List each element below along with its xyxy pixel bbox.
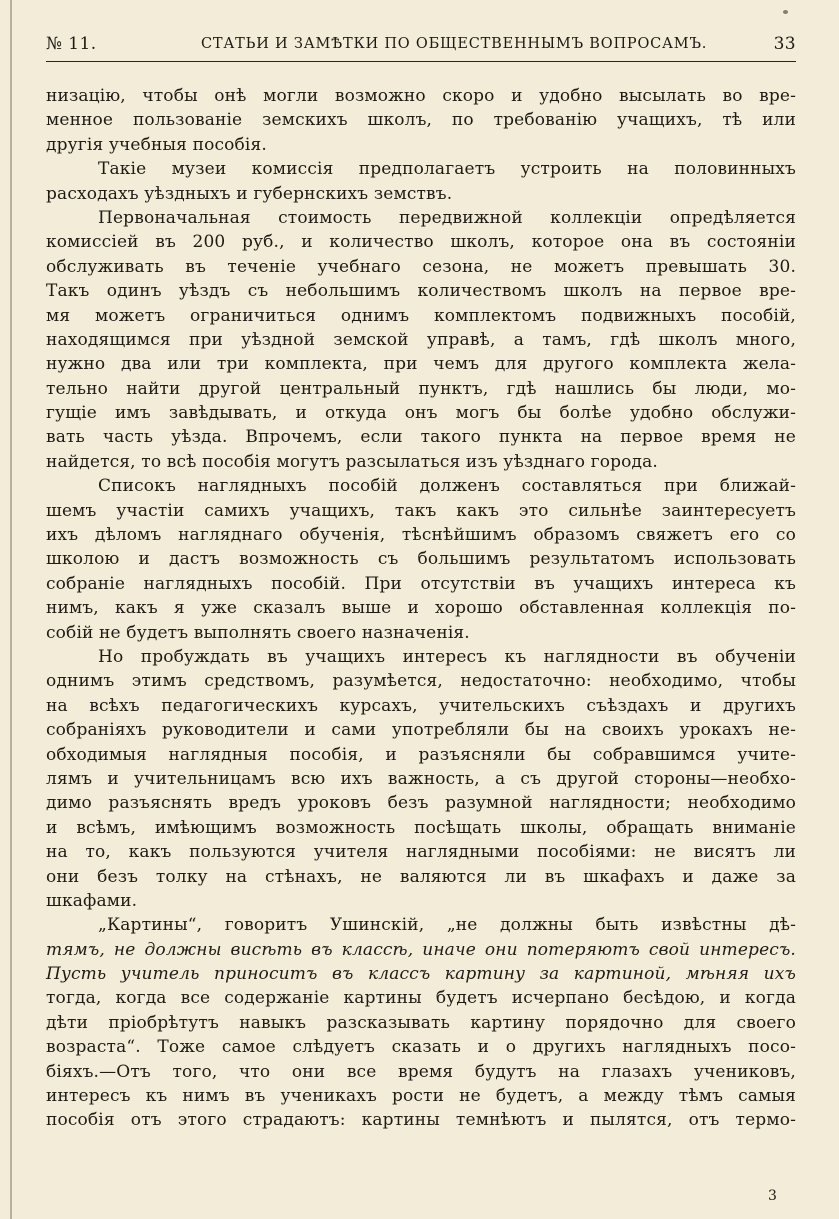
text-line: другія учебныя пособія. <box>46 134 267 155</box>
signature-mark: 3 <box>768 1188 777 1204</box>
text-line: Списокъ наглядныхъ пособій долженъ составляться при ближай- <box>98 476 796 497</box>
text-line: гущіе имъ завѣдывать, и откуда онъ могъ бы болѣе удобно обслужи- <box>46 403 796 424</box>
text-line: Такъ одинъ уѣздъ съ небольшимъ количествомъ школъ на первое вре- <box>46 281 796 302</box>
text-line: димо разъяснять вредъ уроковъ безъ разумной наглядности; необходимо <box>46 793 796 814</box>
text-line: тельно найти другой центральный пунктъ, гдѣ нашлись бы люди, мо- <box>46 378 796 399</box>
text-line: менное пользованіе земскихъ школъ, по требованію учащихъ, тѣ или <box>46 110 796 131</box>
text-line: собраніяхъ руководители и сами употребляли бы на своихъ урокахъ не- <box>46 720 796 741</box>
text-line: комиссіей въ 200 руб., и количество школъ, которое она въ состояніи <box>46 232 796 253</box>
text-line: собій не будетъ выполнять своего назначенія. <box>46 622 470 643</box>
issue-number: № 11. <box>46 34 97 54</box>
text-line: обходимыя наглядныя пособія, и разъясняли бы собравшимся учите- <box>46 744 796 765</box>
text-line: находящимся при уѣздной земской управѣ, а тамъ, гдѣ школъ много, <box>46 329 796 350</box>
text-line: шкафами. <box>46 890 138 911</box>
text-line: нимъ, какъ я уже сказалъ выше и хорошо обставленная коллекція по- <box>46 598 796 619</box>
text-line: расходахъ уѣздныхъ и губернскихъ земствъ. <box>46 183 453 204</box>
text-line: на всѣхъ педагогическихъ курсахъ, учительскихъ съѣздахъ и другихъ <box>46 695 796 716</box>
section-title: СТАТЬИ И ЗАМѢТКИ ПО ОБЩЕСТВЕННЫМЪ ВОПРОСАМЪ. <box>201 36 708 52</box>
text-line: тямъ, не должны висѣть въ классѣ, иначе они потеряютъ свой интересъ. <box>46 939 796 960</box>
running-header <box>46 30 796 58</box>
text-line: біяхъ.—Отъ того, что они все время будутъ на глазахъ учениковъ, <box>46 1061 796 1082</box>
text-line: дѣти пріобрѣтутъ навыкъ разсказывать картину порядочно для своего <box>46 1012 796 1033</box>
text-line: нужно два или три комплекта, при чемъ для другого комплекта жела- <box>46 354 796 375</box>
text-line: тогда, когда все содержаніе картины будетъ исчерпано бесѣдою, и когда <box>46 988 796 1009</box>
text-line: лямъ и учительницамъ всю ихъ важность, а съ другой стороны—необхо- <box>46 768 796 789</box>
page-edge-line <box>10 0 12 1219</box>
text-line: собраніе наглядныхъ пособій. При отсутствіи въ учащихъ интереса къ <box>46 573 796 594</box>
text-line: возраста“. Тоже самое слѣдуетъ сказать и о другихъ наглядныхъ посо- <box>46 1037 796 1058</box>
text-line: и всѣмъ, имѣющимъ возможность посѣщать школы, обращать вниманіе <box>46 817 796 838</box>
ink-spot <box>783 10 788 14</box>
text-line: шемъ участіи самихъ учащихъ, такъ какъ это сильнѣе заинтересуетъ <box>46 500 796 521</box>
text-line: однимъ этимъ средствомъ, разумѣется, недостаточно: необходимо, чтобы <box>46 671 796 692</box>
text-line: интересъ къ нимъ въ ученикахъ рости не будетъ, а между тѣмъ самыя <box>46 1086 796 1107</box>
page-number: 33 <box>773 34 796 54</box>
text-line: мя можетъ ограничиться однимъ комплектомъ подвижныхъ пособій, <box>46 305 796 326</box>
text-line: „Картины“, говоритъ Ушинскій, „не должны быть извѣстны дѣ- <box>98 915 796 936</box>
text-line: на то, какъ пользуются учителя наглядными пособіями: не висятъ ли <box>46 842 796 863</box>
header-rule <box>46 61 796 62</box>
body-text <box>46 84 796 1133</box>
text-line: ихъ дѣломъ нагляднаго обученія, тѣснѣйшимъ образомъ свяжетъ его со <box>46 525 796 546</box>
text-line: обслуживать въ теченіе учебнаго сезона, не можетъ превышать 30. <box>46 256 796 277</box>
text-line: Первоначальная стоимость передвижной коллекціи опредѣляется <box>98 207 796 228</box>
text-line: школою и дастъ возможность съ большимъ результатомъ использовать <box>46 549 796 570</box>
text-line: Пусть учитель приноситъ въ классъ картину за картиной, мѣняя ихъ <box>46 964 796 985</box>
text-line: пособія отъ этого страдаютъ: картины темнѣютъ и пылятся, отъ термо- <box>46 1110 796 1131</box>
text-line: низацію, чтобы онѣ могли возможно скоро и удобно высылать во вре- <box>46 86 796 106</box>
text-line: Такіе музеи комиссія предполагаетъ устроить на половинныхъ <box>98 159 796 180</box>
text-line: вать часть уѣзда. Впрочемъ, если такого пункта на первое время не <box>46 427 796 448</box>
text-line: они безъ толку на стѣнахъ, не валяются ли въ шкафахъ и даже за <box>46 866 796 887</box>
text-line: найдется, то всѣ пособія могутъ разсылаться изъ уѣзднаго города. <box>46 451 658 472</box>
text-line: Но пробуждать въ учащихъ интересъ къ наглядности въ обученіи <box>98 646 796 667</box>
